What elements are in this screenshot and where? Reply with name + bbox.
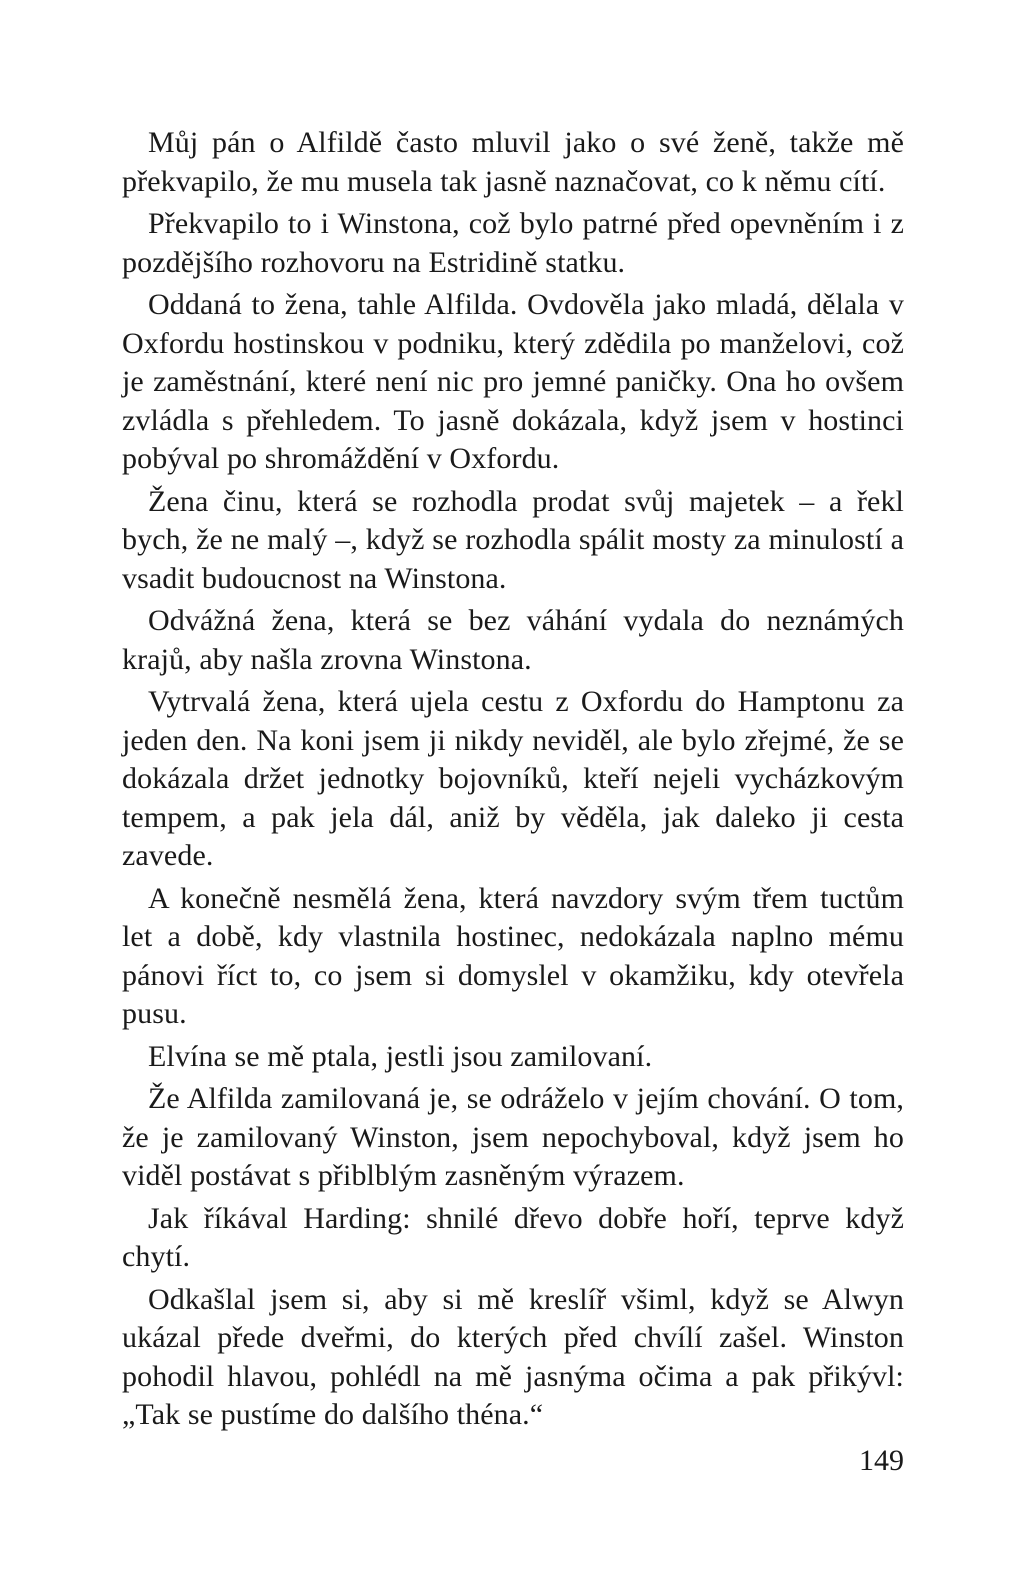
body-text [122, 124, 904, 1439]
paragraph: Odkašlal jsem si, aby si mě kreslíř všiml, když se Alwyn ukázal přede dveřmi, do kterých před chvílí zašel. Winston pohodil hlavou, pohlédl na mě jasnýma očima a pak přikývl: „Tak se pustíme do dalšího théna.“ [122, 1282, 904, 1431]
paragraph: Překvapilo to i Winstona, což bylo patrné před opevněním i z pozdějšího rozhovoru na Estridině statku. [122, 207, 904, 279]
paragraph: Že Alfilda zamilovaná je, se odráželo v jejím chování. O tom, že je zamilovaný Winston, jsem nepochyboval, když jsem ho viděl postávat s přiblblým zasněným výrazem. [122, 1082, 904, 1192]
paragraph: Žena činu, která se rozhodla prodat svůj majetek – a řekl bych, že ne malý –, když se rozhodla spálit mosty za minulostí a vsadit budoucnost na Winstona. [122, 484, 904, 595]
paragraph: A konečně nesmělá žena, která navzdory svým třem tuctům let a době, kdy vlastnila hostinec, nedokázala naplno mému pánovi říct to, co jsem si domyslel v okamžiku, kdy otevřela pusu. [122, 881, 904, 1030]
paragraph: Oddaná to žena, tahle Alfilda. Ovdověla jako mladá, dělala v Oxfordu hostinskou v podniku, který zdědila po manželovi, což je zaměstnání, které není nic pro jemné paničky. Ona ho ovšem zvládla s přehledem. To jasně dokázala, když jsem v hostinci pobýval po shromáždění v Oxfordu. [122, 288, 904, 475]
page-number: 149 [859, 1444, 904, 1477]
paragraph: Jak říkával Harding: shnilé dřevo dobře hoří, teprve když chytí. [122, 1201, 904, 1273]
paragraph: Vytrvalá žena, která ujela cestu z Oxfordu do Hamptonu za jeden den. Na koni jsem ji nikdy neviděl, ale bylo zřejmé, že se dokázala držet jednotky bojovníků, kteří nejeli vycházkovým tempem, a pak jela dál, aniž by věděla, jak daleko ji cesta zavede. [122, 685, 904, 872]
paragraph: Můj pán o Alfildě často mluvil jako o své ženě, takže mě překvapilo, že mu musela tak jasně naznačovat, co k němu cítí. [122, 126, 904, 198]
paragraph: Elvína se mě ptala, jestli jsou zamilovaní. [148, 1039, 653, 1073]
paragraph: Odvážná žena, která se bez váhání vydala do neznámých krajů, aby našla zrovna Winstona. [122, 604, 904, 676]
